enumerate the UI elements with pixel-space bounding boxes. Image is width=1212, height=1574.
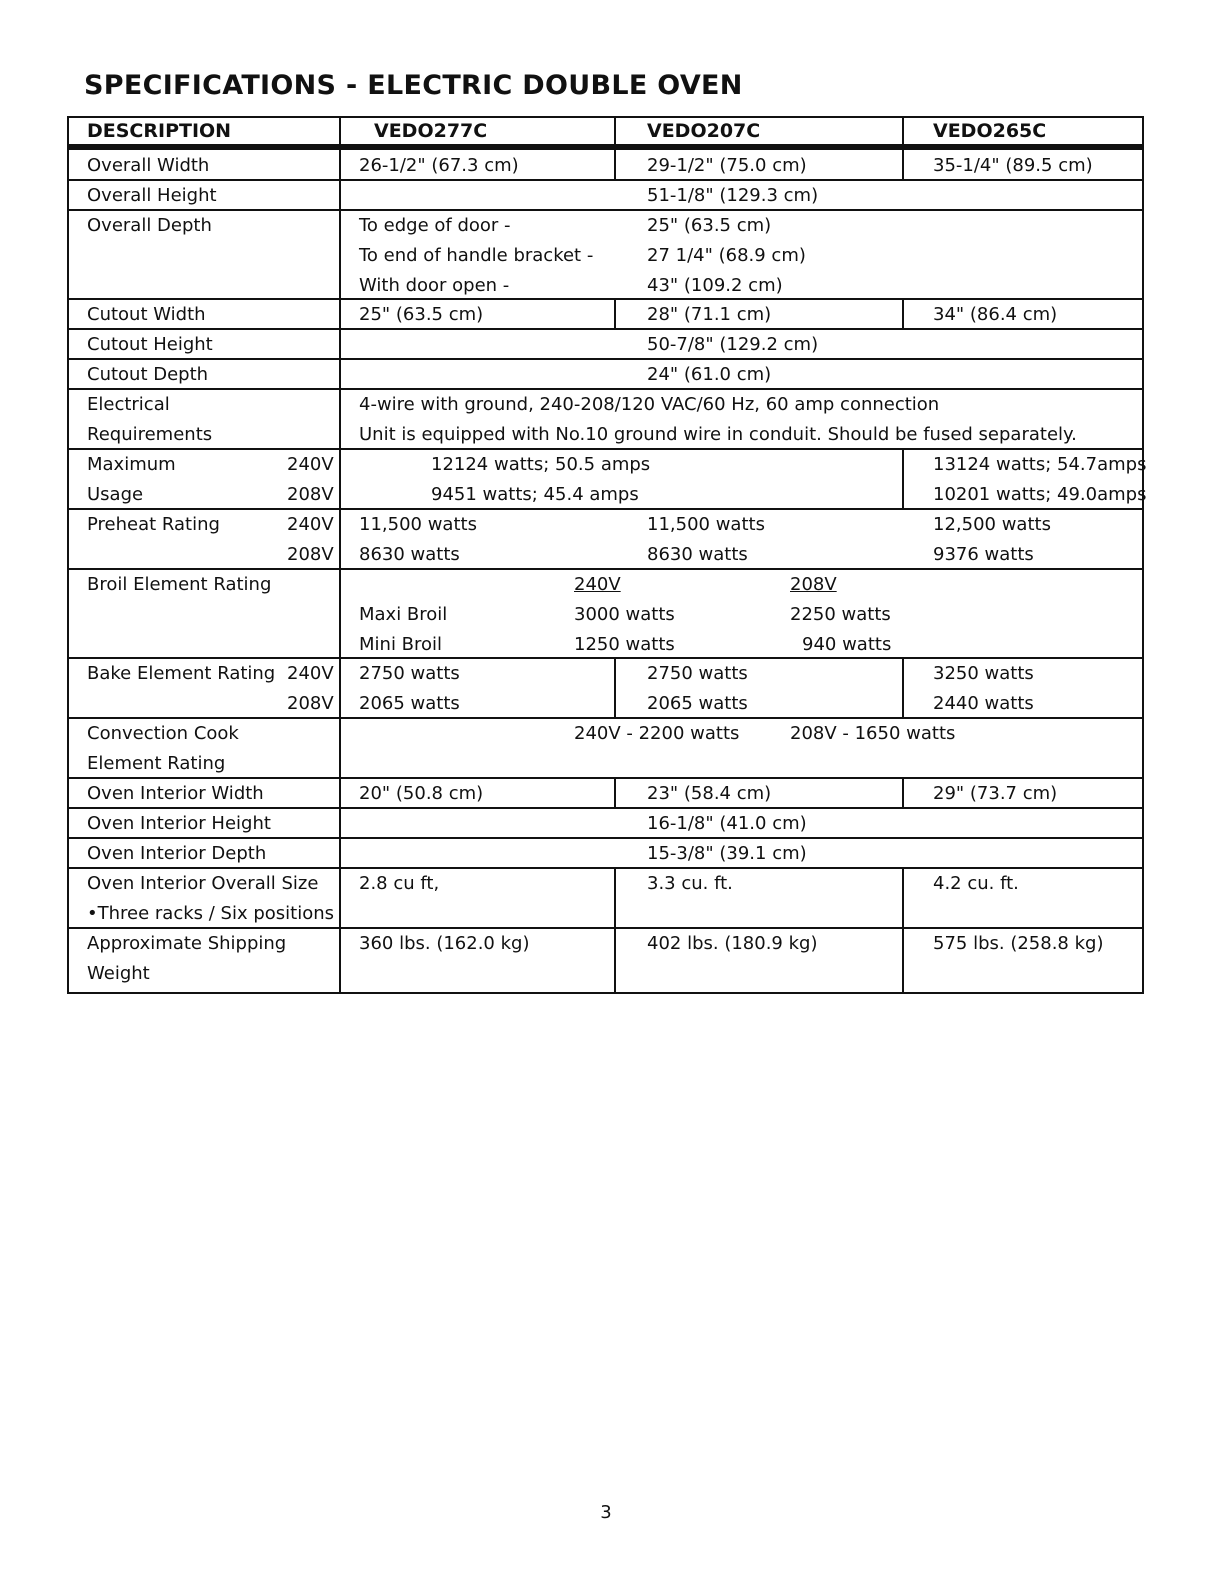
row-label: Overall Width — [87, 155, 210, 176]
broil-208v: 2250 watts — [790, 604, 891, 625]
broil-208v: 940 watts — [802, 634, 892, 655]
cell-model-2: 3.3 cu. ft. — [647, 873, 733, 894]
row-label: Oven Interior Width — [87, 783, 264, 804]
cell-model-3: 9376 watts — [933, 544, 1034, 565]
row-label: Element Rating — [87, 753, 226, 774]
cell-model-1: 8630 watts — [359, 544, 460, 565]
cell-all-models: 24" (61.0 cm) — [647, 364, 772, 385]
row-label: Maximum — [87, 454, 176, 475]
row-label: Weight — [87, 963, 150, 984]
voltage-label: 240V — [287, 514, 334, 535]
header-description: DESCRIPTION — [87, 120, 232, 142]
header-model-1: VEDO277C — [374, 120, 488, 142]
voltage-label: 208V — [287, 544, 334, 565]
page-title: SPECIFICATIONS - ELECTRIC DOUBLE OVEN — [84, 70, 743, 101]
table-row-interior-depth — [69, 837, 1142, 867]
page-number: 3 — [600, 1502, 612, 1523]
cell-all-models: 51-1/8" (129.3 cm) — [647, 185, 819, 206]
row-label: Cutout Width — [87, 304, 206, 325]
cell-model-1: 360 lbs. (162.0 kg) — [359, 933, 530, 954]
cell-model-1: 2750 watts — [359, 663, 460, 684]
row-label: Oven Interior Depth — [87, 843, 267, 864]
cell-model-3: 4.2 cu. ft. — [933, 873, 1019, 894]
cell-model-1: 25" (63.5 cm) — [359, 304, 484, 325]
electrical-text: 4-wire with ground, 240-208/120 VAC/60 Hz, 60 amp connection — [359, 394, 940, 415]
cell-model-3: 35-1/4" (89.5 cm) — [933, 155, 1093, 176]
row-label: Approximate Shipping — [87, 933, 287, 954]
row-label: Oven Interior Overall Size — [87, 873, 319, 894]
cell-model-2: 402 lbs. (180.9 kg) — [647, 933, 818, 954]
cell-model-2: 29-1/2" (75.0 cm) — [647, 155, 807, 176]
row-label: Electrical — [87, 394, 170, 415]
row-label: Usage — [87, 484, 144, 505]
broil-name: Mini Broil — [359, 634, 443, 655]
table-row-cutout-depth — [69, 358, 1142, 388]
broil-header-240v: 240V — [574, 574, 621, 595]
table-row-cutout-height — [69, 328, 1142, 358]
row-label: Bake Element Rating — [87, 663, 276, 684]
row-label: Overall Height — [87, 185, 217, 206]
broil-240v: 3000 watts — [574, 604, 675, 625]
table-row-interior-size — [69, 867, 1142, 927]
cell-model-3: 12,500 watts — [933, 514, 1051, 535]
table-row-convection — [69, 717, 1142, 777]
cell-models-1-2: 12124 watts; 50.5 amps — [431, 454, 651, 475]
table-row-maximum-usage — [69, 448, 1147, 508]
broil-240v: 1250 watts — [574, 634, 675, 655]
broil-name: Maxi Broil — [359, 604, 448, 625]
row-label: Overall Depth — [87, 215, 212, 236]
convection-208v: 208V - 1650 watts — [790, 723, 956, 744]
table-row-overall-height — [69, 179, 1142, 209]
table-row-overall-depth — [69, 209, 1142, 298]
cell-model-2: 11,500 watts — [647, 514, 765, 535]
voltage-label: 240V — [287, 454, 334, 475]
depth-desc: With door open - — [359, 275, 510, 296]
cell-model-3: 10201 watts; 49.0amps — [933, 484, 1147, 505]
convection-240v: 240V - 2200 watts — [574, 723, 740, 744]
depth-value: 43" (109.2 cm) — [647, 275, 783, 296]
table-header-row — [69, 118, 1142, 148]
cell-model-2: 2065 watts — [647, 693, 748, 714]
cell-model-3: 29" (73.7 cm) — [933, 783, 1058, 804]
table-row-interior-width — [69, 777, 1142, 807]
cell-all-models: 16-1/8" (41.0 cm) — [647, 813, 807, 834]
cell-model-1: 11,500 watts — [359, 514, 477, 535]
cell-model-1: 26-1/2" (67.3 cm) — [359, 155, 519, 176]
depth-value: 25" (63.5 cm) — [647, 215, 772, 236]
cell-model-2: 28" (71.1 cm) — [647, 304, 772, 325]
cell-model-2: 23" (58.4 cm) — [647, 783, 772, 804]
row-label: Cutout Depth — [87, 364, 209, 385]
spec-table — [67, 116, 1147, 994]
table-row-broil — [69, 568, 1142, 657]
row-label: Requirements — [87, 424, 213, 445]
cell-model-1: 20" (50.8 cm) — [359, 783, 484, 804]
table-row-shipping-weight — [69, 927, 1142, 992]
cell-model-3: 34" (86.4 cm) — [933, 304, 1058, 325]
table-row-electrical — [69, 388, 1142, 448]
cell-model-2: 8630 watts — [647, 544, 748, 565]
voltage-label: 208V — [287, 693, 334, 714]
cell-model-3: 2440 watts — [933, 693, 1034, 714]
cell-models-1-2: 9451 watts; 45.4 amps — [431, 484, 639, 505]
table-row-preheat — [69, 508, 1142, 568]
row-label: Cutout Height — [87, 334, 213, 355]
cell-model-3: 575 lbs. (258.8 kg) — [933, 933, 1104, 954]
row-label: Oven Interior Height — [87, 813, 271, 834]
cell-model-1: 2065 watts — [359, 693, 460, 714]
header-model-2: VEDO207C — [647, 120, 761, 142]
depth-value: 27 1/4" (68.9 cm) — [647, 245, 806, 266]
cell-model-2: 2750 watts — [647, 663, 748, 684]
voltage-label: 208V — [287, 484, 334, 505]
table-row-bake — [69, 657, 1142, 717]
cell-all-models: 15-3/8" (39.1 cm) — [647, 843, 807, 864]
broil-header-208v: 208V — [790, 574, 837, 595]
cell-model-1: 2.8 cu ft, — [359, 873, 440, 894]
table-row-interior-height — [69, 807, 1142, 837]
depth-desc: To edge of door - — [359, 215, 511, 236]
table-row-overall-width — [69, 148, 1142, 179]
cell-model-3: 3250 watts — [933, 663, 1034, 684]
row-label: Convection Cook — [87, 723, 239, 744]
row-label: Broil Element Rating — [87, 574, 272, 595]
electrical-text: Unit is equipped with No.10 ground wire in conduit. Should be fused separately. — [359, 424, 1077, 445]
header-model-3: VEDO265C — [933, 120, 1047, 142]
cell-model-3: 13124 watts; 54.7amps — [933, 454, 1147, 475]
row-label: Preheat Rating — [87, 514, 220, 535]
table-row-cutout-width — [69, 298, 1142, 328]
row-label: •Three racks / Six positions — [87, 903, 335, 924]
voltage-label: 240V — [287, 663, 334, 684]
cell-all-models: 50-7/8" (129.2 cm) — [647, 334, 819, 355]
depth-desc: To end of handle bracket - — [359, 245, 594, 266]
